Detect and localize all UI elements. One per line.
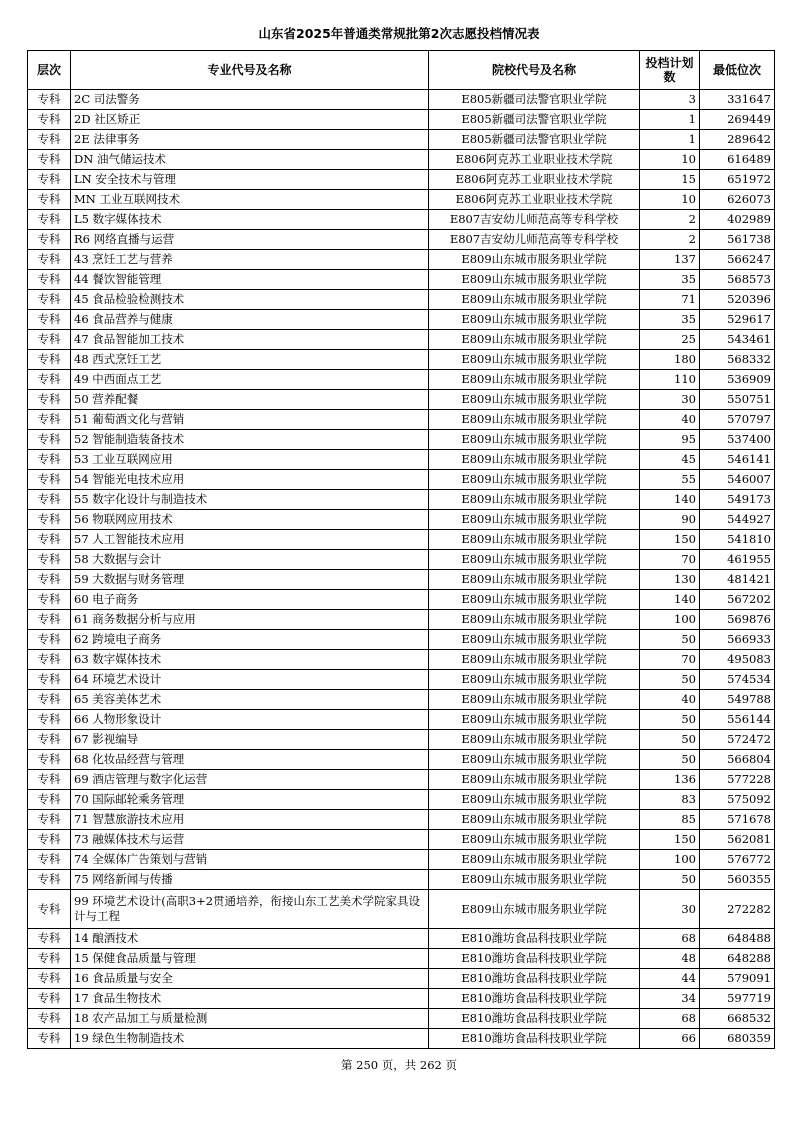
table-row (28, 670, 775, 690)
cell-major: 58 大数据与会计 (71, 550, 429, 570)
table-row (28, 770, 775, 790)
cell-school: E809山东城市服务职业学院 (429, 610, 640, 630)
cell-rank: 546007 (700, 470, 775, 490)
table-row (28, 290, 775, 310)
cell-rank: 648488 (700, 929, 775, 949)
table-row (28, 870, 775, 890)
header-major: 专业代号及名称 (71, 51, 429, 90)
cell-rank: 560355 (700, 870, 775, 890)
cell-level: 专科 (28, 190, 71, 210)
cell-count: 70 (640, 650, 700, 670)
cell-rank: 556144 (700, 710, 775, 730)
cell-level: 专科 (28, 770, 71, 790)
header-count: 投档计划数 (640, 51, 700, 90)
cell-level: 专科 (28, 550, 71, 570)
table-row (28, 790, 775, 810)
cell-level: 专科 (28, 929, 71, 949)
cell-major: 68 化妆品经营与管理 (71, 750, 429, 770)
cell-major: 53 工业互联网应用 (71, 450, 429, 470)
cell-school: E809山东城市服务职业学院 (429, 650, 640, 670)
cell-major: 48 西式烹饪工艺 (71, 350, 429, 370)
cell-rank: 541810 (700, 530, 775, 550)
cell-rank: 561738 (700, 230, 775, 250)
cell-school: E809山东城市服务职业学院 (429, 810, 640, 830)
cell-school: E805新疆司法警官职业学院 (429, 130, 640, 150)
cell-rank: 481421 (700, 570, 775, 590)
cell-level: 专科 (28, 1029, 71, 1049)
cell-school: E810潍坊食品科技职业学院 (429, 969, 640, 989)
cell-major: 19 绿色生物制造技术 (71, 1029, 429, 1049)
cell-major: 14 酿酒技术 (71, 929, 429, 949)
cell-level: 专科 (28, 370, 71, 390)
cell-count: 50 (640, 630, 700, 650)
header-level: 层次 (28, 51, 71, 90)
cell-major: 69 酒店管理与数字化运营 (71, 770, 429, 790)
cell-count: 140 (640, 490, 700, 510)
cell-count: 3 (640, 90, 700, 110)
cell-level: 专科 (28, 890, 71, 929)
cell-count: 130 (640, 570, 700, 590)
cell-rank: 575092 (700, 790, 775, 810)
cell-major: 73 融媒体技术与运营 (71, 830, 429, 850)
cell-level: 专科 (28, 130, 71, 150)
cell-major: 52 智能制造装备技术 (71, 430, 429, 450)
cell-level: 专科 (28, 730, 71, 750)
cell-major: 15 保健食品质量与管理 (71, 949, 429, 969)
table-row (28, 330, 775, 350)
cell-count: 100 (640, 850, 700, 870)
cell-count: 35 (640, 310, 700, 330)
cell-rank: 529617 (700, 310, 775, 330)
cell-school: E809山东城市服务职业学院 (429, 430, 640, 450)
cell-major: 44 餐饮智能管理 (71, 270, 429, 290)
table-row (28, 450, 775, 470)
cell-level: 专科 (28, 470, 71, 490)
cell-major: 50 营养配餐 (71, 390, 429, 410)
table-row (28, 530, 775, 550)
cell-count: 95 (640, 430, 700, 450)
cell-count: 35 (640, 270, 700, 290)
cell-count: 71 (640, 290, 700, 310)
cell-rank: 495083 (700, 650, 775, 670)
cell-school: E809山东城市服务职业学院 (429, 570, 640, 590)
cell-rank: 579091 (700, 969, 775, 989)
cell-rank: 566933 (700, 630, 775, 650)
cell-major: 75 网络新闻与传播 (71, 870, 429, 890)
cell-level: 专科 (28, 650, 71, 670)
cell-level: 专科 (28, 870, 71, 890)
cell-count: 83 (640, 790, 700, 810)
cell-count: 85 (640, 810, 700, 830)
cell-rank: 568332 (700, 350, 775, 370)
cell-rank: 269449 (700, 110, 775, 130)
table-row (28, 830, 775, 850)
cell-count: 2 (640, 210, 700, 230)
cell-rank: 648288 (700, 949, 775, 969)
cell-school: E809山东城市服务职业学院 (429, 310, 640, 330)
cell-school: E807吉安幼儿师范高等专科学校 (429, 210, 640, 230)
cell-rank: 616489 (700, 150, 775, 170)
cell-major: 16 食品质量与安全 (71, 969, 429, 989)
cell-major: 74 全媒体广告策划与营销 (71, 850, 429, 870)
cell-major: 47 食品智能加工技术 (71, 330, 429, 350)
cell-level: 专科 (28, 570, 71, 590)
cell-major: 66 人物形象设计 (71, 710, 429, 730)
cell-rank: 566247 (700, 250, 775, 270)
cell-major: 55 数字化设计与制造技术 (71, 490, 429, 510)
cell-count: 25 (640, 330, 700, 350)
cell-school: E807吉安幼儿师范高等专科学校 (429, 230, 640, 250)
cell-school: E809山东城市服务职业学院 (429, 330, 640, 350)
cell-major: MN 工业互联网技术 (71, 190, 429, 210)
cell-major: 99 环境艺术设计(高职3+2贯通培养，衔接山东工艺美术学院家具设计与工程 (71, 890, 429, 929)
cell-level: 专科 (28, 810, 71, 830)
page-title: 山东省2025年普通类常规批第2次志愿投档情况表 (258, 26, 540, 41)
cell-level: 专科 (28, 850, 71, 870)
cell-level: 专科 (28, 230, 71, 250)
cell-major: 2D 社区矫正 (71, 110, 429, 130)
cell-count: 110 (640, 370, 700, 390)
table-row (28, 270, 775, 290)
table-row (28, 850, 775, 870)
cell-rank: 574534 (700, 670, 775, 690)
cell-level: 专科 (28, 450, 71, 470)
cell-count: 40 (640, 690, 700, 710)
table-row (28, 150, 775, 170)
cell-level: 专科 (28, 270, 71, 290)
table-row (28, 690, 775, 710)
cell-major: 70 国际邮轮乘务管理 (71, 790, 429, 810)
page-footer: 第 250 页，共 262 页 (340, 1058, 458, 1072)
cell-major: LN 安全技术与管理 (71, 170, 429, 190)
cell-rank: 568573 (700, 270, 775, 290)
table-row (28, 890, 775, 929)
table-row (28, 190, 775, 210)
cell-major: 57 人工智能技术应用 (71, 530, 429, 550)
table-row (28, 570, 775, 590)
cell-school: E809山东城市服务职业学院 (429, 730, 640, 750)
cell-level: 专科 (28, 170, 71, 190)
header-rank: 最低位次 (700, 51, 775, 90)
cell-school: E809山东城市服务职业学院 (429, 290, 640, 310)
cell-level: 专科 (28, 110, 71, 130)
cell-school: E809山东城市服务职业学院 (429, 250, 640, 270)
cell-level: 专科 (28, 310, 71, 330)
cell-count: 100 (640, 610, 700, 630)
cell-level: 专科 (28, 989, 71, 1009)
cell-rank: 461955 (700, 550, 775, 570)
cell-count: 140 (640, 590, 700, 610)
cell-level: 专科 (28, 1009, 71, 1029)
cell-major: 67 影视编导 (71, 730, 429, 750)
cell-rank: 550751 (700, 390, 775, 410)
cell-level: 专科 (28, 790, 71, 810)
cell-rank: 567202 (700, 590, 775, 610)
cell-count: 45 (640, 450, 700, 470)
cell-major: 51 葡萄酒文化与营销 (71, 410, 429, 430)
admission-table (27, 50, 775, 1049)
cell-level: 专科 (28, 830, 71, 850)
cell-major: 49 中西面点工艺 (71, 370, 429, 390)
cell-level: 专科 (28, 90, 71, 110)
cell-level: 专科 (28, 530, 71, 550)
cell-school: E809山东城市服务职业学院 (429, 510, 640, 530)
cell-major: 2E 法律事务 (71, 130, 429, 150)
cell-count: 68 (640, 1009, 700, 1029)
cell-level: 专科 (28, 390, 71, 410)
cell-count: 137 (640, 250, 700, 270)
table-row (28, 929, 775, 949)
cell-rank: 651972 (700, 170, 775, 190)
cell-school: E809山东城市服务职业学院 (429, 710, 640, 730)
cell-count: 55 (640, 470, 700, 490)
table-row (28, 170, 775, 190)
cell-count: 50 (640, 730, 700, 750)
cell-count: 1 (640, 110, 700, 130)
cell-school: E809山东城市服务职业学院 (429, 690, 640, 710)
cell-major: 17 食品生物技术 (71, 989, 429, 1009)
table-row (28, 210, 775, 230)
cell-school: E809山东城市服务职业学院 (429, 850, 640, 870)
cell-major: DN 油气储运技术 (71, 150, 429, 170)
cell-level: 专科 (28, 710, 71, 730)
cell-rank: 572472 (700, 730, 775, 750)
cell-major: 62 跨境电子商务 (71, 630, 429, 650)
cell-major: 71 智慧旅游技术应用 (71, 810, 429, 830)
cell-rank: 597719 (700, 989, 775, 1009)
cell-school: E809山东城市服务职业学院 (429, 630, 640, 650)
cell-count: 48 (640, 949, 700, 969)
cell-major: 43 烹饪工艺与营养 (71, 250, 429, 270)
cell-level: 专科 (28, 490, 71, 510)
cell-major: 60 电子商务 (71, 590, 429, 610)
cell-school: E806阿克苏工业职业技术学院 (429, 150, 640, 170)
cell-level: 专科 (28, 150, 71, 170)
cell-level: 专科 (28, 350, 71, 370)
cell-rank: 549788 (700, 690, 775, 710)
cell-rank: 577228 (700, 770, 775, 790)
table-row (28, 969, 775, 989)
cell-level: 专科 (28, 410, 71, 430)
cell-school: E810潍坊食品科技职业学院 (429, 949, 640, 969)
cell-rank: 576772 (700, 850, 775, 870)
cell-school: E806阿克苏工业职业技术学院 (429, 170, 640, 190)
table-row (28, 250, 775, 270)
cell-rank: 537400 (700, 430, 775, 450)
cell-major: 59 大数据与财务管理 (71, 570, 429, 590)
cell-rank: 546141 (700, 450, 775, 470)
table-row (28, 1009, 775, 1029)
cell-school: E810潍坊食品科技职业学院 (429, 989, 640, 1009)
cell-school: E809山东城市服务职业学院 (429, 270, 640, 290)
cell-school: E809山东城市服务职业学院 (429, 390, 640, 410)
cell-school: E809山东城市服务职业学院 (429, 550, 640, 570)
table-row (28, 710, 775, 730)
table-row (28, 510, 775, 530)
cell-school: E809山东城市服务职业学院 (429, 470, 640, 490)
table-row (28, 610, 775, 630)
table-row (28, 130, 775, 150)
cell-count: 50 (640, 870, 700, 890)
cell-school: E810潍坊食品科技职业学院 (429, 1009, 640, 1029)
cell-major: 63 数字媒体技术 (71, 650, 429, 670)
table-row (28, 470, 775, 490)
cell-major: 2C 司法警务 (71, 90, 429, 110)
table-row (28, 310, 775, 330)
cell-level: 专科 (28, 590, 71, 610)
cell-school: E810潍坊食品科技职业学院 (429, 929, 640, 949)
table-row (28, 810, 775, 830)
cell-major: 46 食品营养与健康 (71, 310, 429, 330)
table-row (28, 430, 775, 450)
table-row (28, 390, 775, 410)
cell-rank: 549173 (700, 490, 775, 510)
cell-count: 44 (640, 969, 700, 989)
cell-major: 56 物联网应用技术 (71, 510, 429, 530)
cell-count: 40 (640, 410, 700, 430)
cell-rank: 544927 (700, 510, 775, 530)
cell-school: E809山东城市服务职业学院 (429, 890, 640, 929)
cell-count: 150 (640, 830, 700, 850)
cell-school: E809山东城市服务职业学院 (429, 490, 640, 510)
cell-school: E809山东城市服务职业学院 (429, 590, 640, 610)
cell-count: 50 (640, 670, 700, 690)
cell-rank: 626073 (700, 190, 775, 210)
table-header-row (28, 51, 775, 90)
cell-count: 90 (640, 510, 700, 530)
cell-rank: 562081 (700, 830, 775, 850)
cell-level: 专科 (28, 630, 71, 650)
cell-rank: 543461 (700, 330, 775, 350)
table-row (28, 730, 775, 750)
cell-count: 180 (640, 350, 700, 370)
cell-level: 专科 (28, 210, 71, 230)
cell-rank: 680359 (700, 1029, 775, 1049)
table-row (28, 410, 775, 430)
table-row (28, 989, 775, 1009)
cell-rank: 569876 (700, 610, 775, 630)
cell-major: R6 网络直播与运营 (71, 230, 429, 250)
cell-school: E810潍坊食品科技职业学院 (429, 1029, 640, 1049)
cell-level: 专科 (28, 750, 71, 770)
cell-school: E809山东城市服务职业学院 (429, 450, 640, 470)
cell-level: 专科 (28, 610, 71, 630)
cell-level: 专科 (28, 250, 71, 270)
header-school: 院校代号及名称 (429, 51, 640, 90)
cell-major: 65 美容美体艺术 (71, 690, 429, 710)
cell-rank: 402989 (700, 210, 775, 230)
cell-rank: 289642 (700, 130, 775, 150)
cell-level: 专科 (28, 330, 71, 350)
table-row (28, 750, 775, 770)
cell-school: E809山东城市服务职业学院 (429, 770, 640, 790)
cell-count: 10 (640, 190, 700, 210)
cell-level: 专科 (28, 690, 71, 710)
cell-count: 50 (640, 710, 700, 730)
cell-rank: 520396 (700, 290, 775, 310)
cell-count: 1 (640, 130, 700, 150)
cell-school: E809山东城市服务职业学院 (429, 410, 640, 430)
cell-rank: 331647 (700, 90, 775, 110)
cell-school: E809山东城市服务职业学院 (429, 750, 640, 770)
cell-school: E809山东城市服务职业学院 (429, 830, 640, 850)
cell-school: E809山东城市服务职业学院 (429, 790, 640, 810)
cell-school: E805新疆司法警官职业学院 (429, 110, 640, 130)
cell-level: 专科 (28, 670, 71, 690)
cell-major: 45 食品检验检测技术 (71, 290, 429, 310)
cell-school: E809山东城市服务职业学院 (429, 530, 640, 550)
cell-count: 136 (640, 770, 700, 790)
cell-school: E806阿克苏工业职业技术学院 (429, 190, 640, 210)
cell-count: 30 (640, 390, 700, 410)
cell-rank: 571678 (700, 810, 775, 830)
cell-rank: 566804 (700, 750, 775, 770)
cell-school: E809山东城市服务职业学院 (429, 370, 640, 390)
cell-rank: 272282 (700, 890, 775, 929)
cell-school: E809山东城市服务职业学院 (429, 870, 640, 890)
cell-major: L5 数字媒体技术 (71, 210, 429, 230)
table-row (28, 550, 775, 570)
cell-major: 61 商务数据分析与应用 (71, 610, 429, 630)
cell-count: 150 (640, 530, 700, 550)
table-row (28, 90, 775, 110)
cell-school: E809山东城市服务职业学院 (429, 670, 640, 690)
cell-count: 68 (640, 929, 700, 949)
table-row (28, 350, 775, 370)
cell-count: 66 (640, 1029, 700, 1049)
table-row (28, 630, 775, 650)
cell-count: 70 (640, 550, 700, 570)
cell-level: 专科 (28, 969, 71, 989)
table-row (28, 370, 775, 390)
cell-level: 专科 (28, 510, 71, 530)
table-row (28, 650, 775, 670)
cell-level: 专科 (28, 430, 71, 450)
cell-count: 50 (640, 750, 700, 770)
cell-major: 18 农产品加工与质量检测 (71, 1009, 429, 1029)
cell-major: 54 智能光电技术应用 (71, 470, 429, 490)
table-row (28, 949, 775, 969)
table-row (28, 110, 775, 130)
table-row (28, 490, 775, 510)
cell-rank: 570797 (700, 410, 775, 430)
table-row (28, 590, 775, 610)
table-row (28, 1029, 775, 1049)
cell-rank: 668532 (700, 1009, 775, 1029)
table-body (28, 90, 775, 1049)
cell-count: 34 (640, 989, 700, 1009)
cell-count: 15 (640, 170, 700, 190)
cell-major: 64 环境艺术设计 (71, 670, 429, 690)
cell-level: 专科 (28, 290, 71, 310)
cell-rank: 536909 (700, 370, 775, 390)
cell-school: E805新疆司法警官职业学院 (429, 90, 640, 110)
cell-level: 专科 (28, 949, 71, 969)
cell-count: 2 (640, 230, 700, 250)
cell-school: E809山东城市服务职业学院 (429, 350, 640, 370)
table-row (28, 230, 775, 250)
cell-count: 10 (640, 150, 700, 170)
cell-count: 30 (640, 890, 700, 929)
